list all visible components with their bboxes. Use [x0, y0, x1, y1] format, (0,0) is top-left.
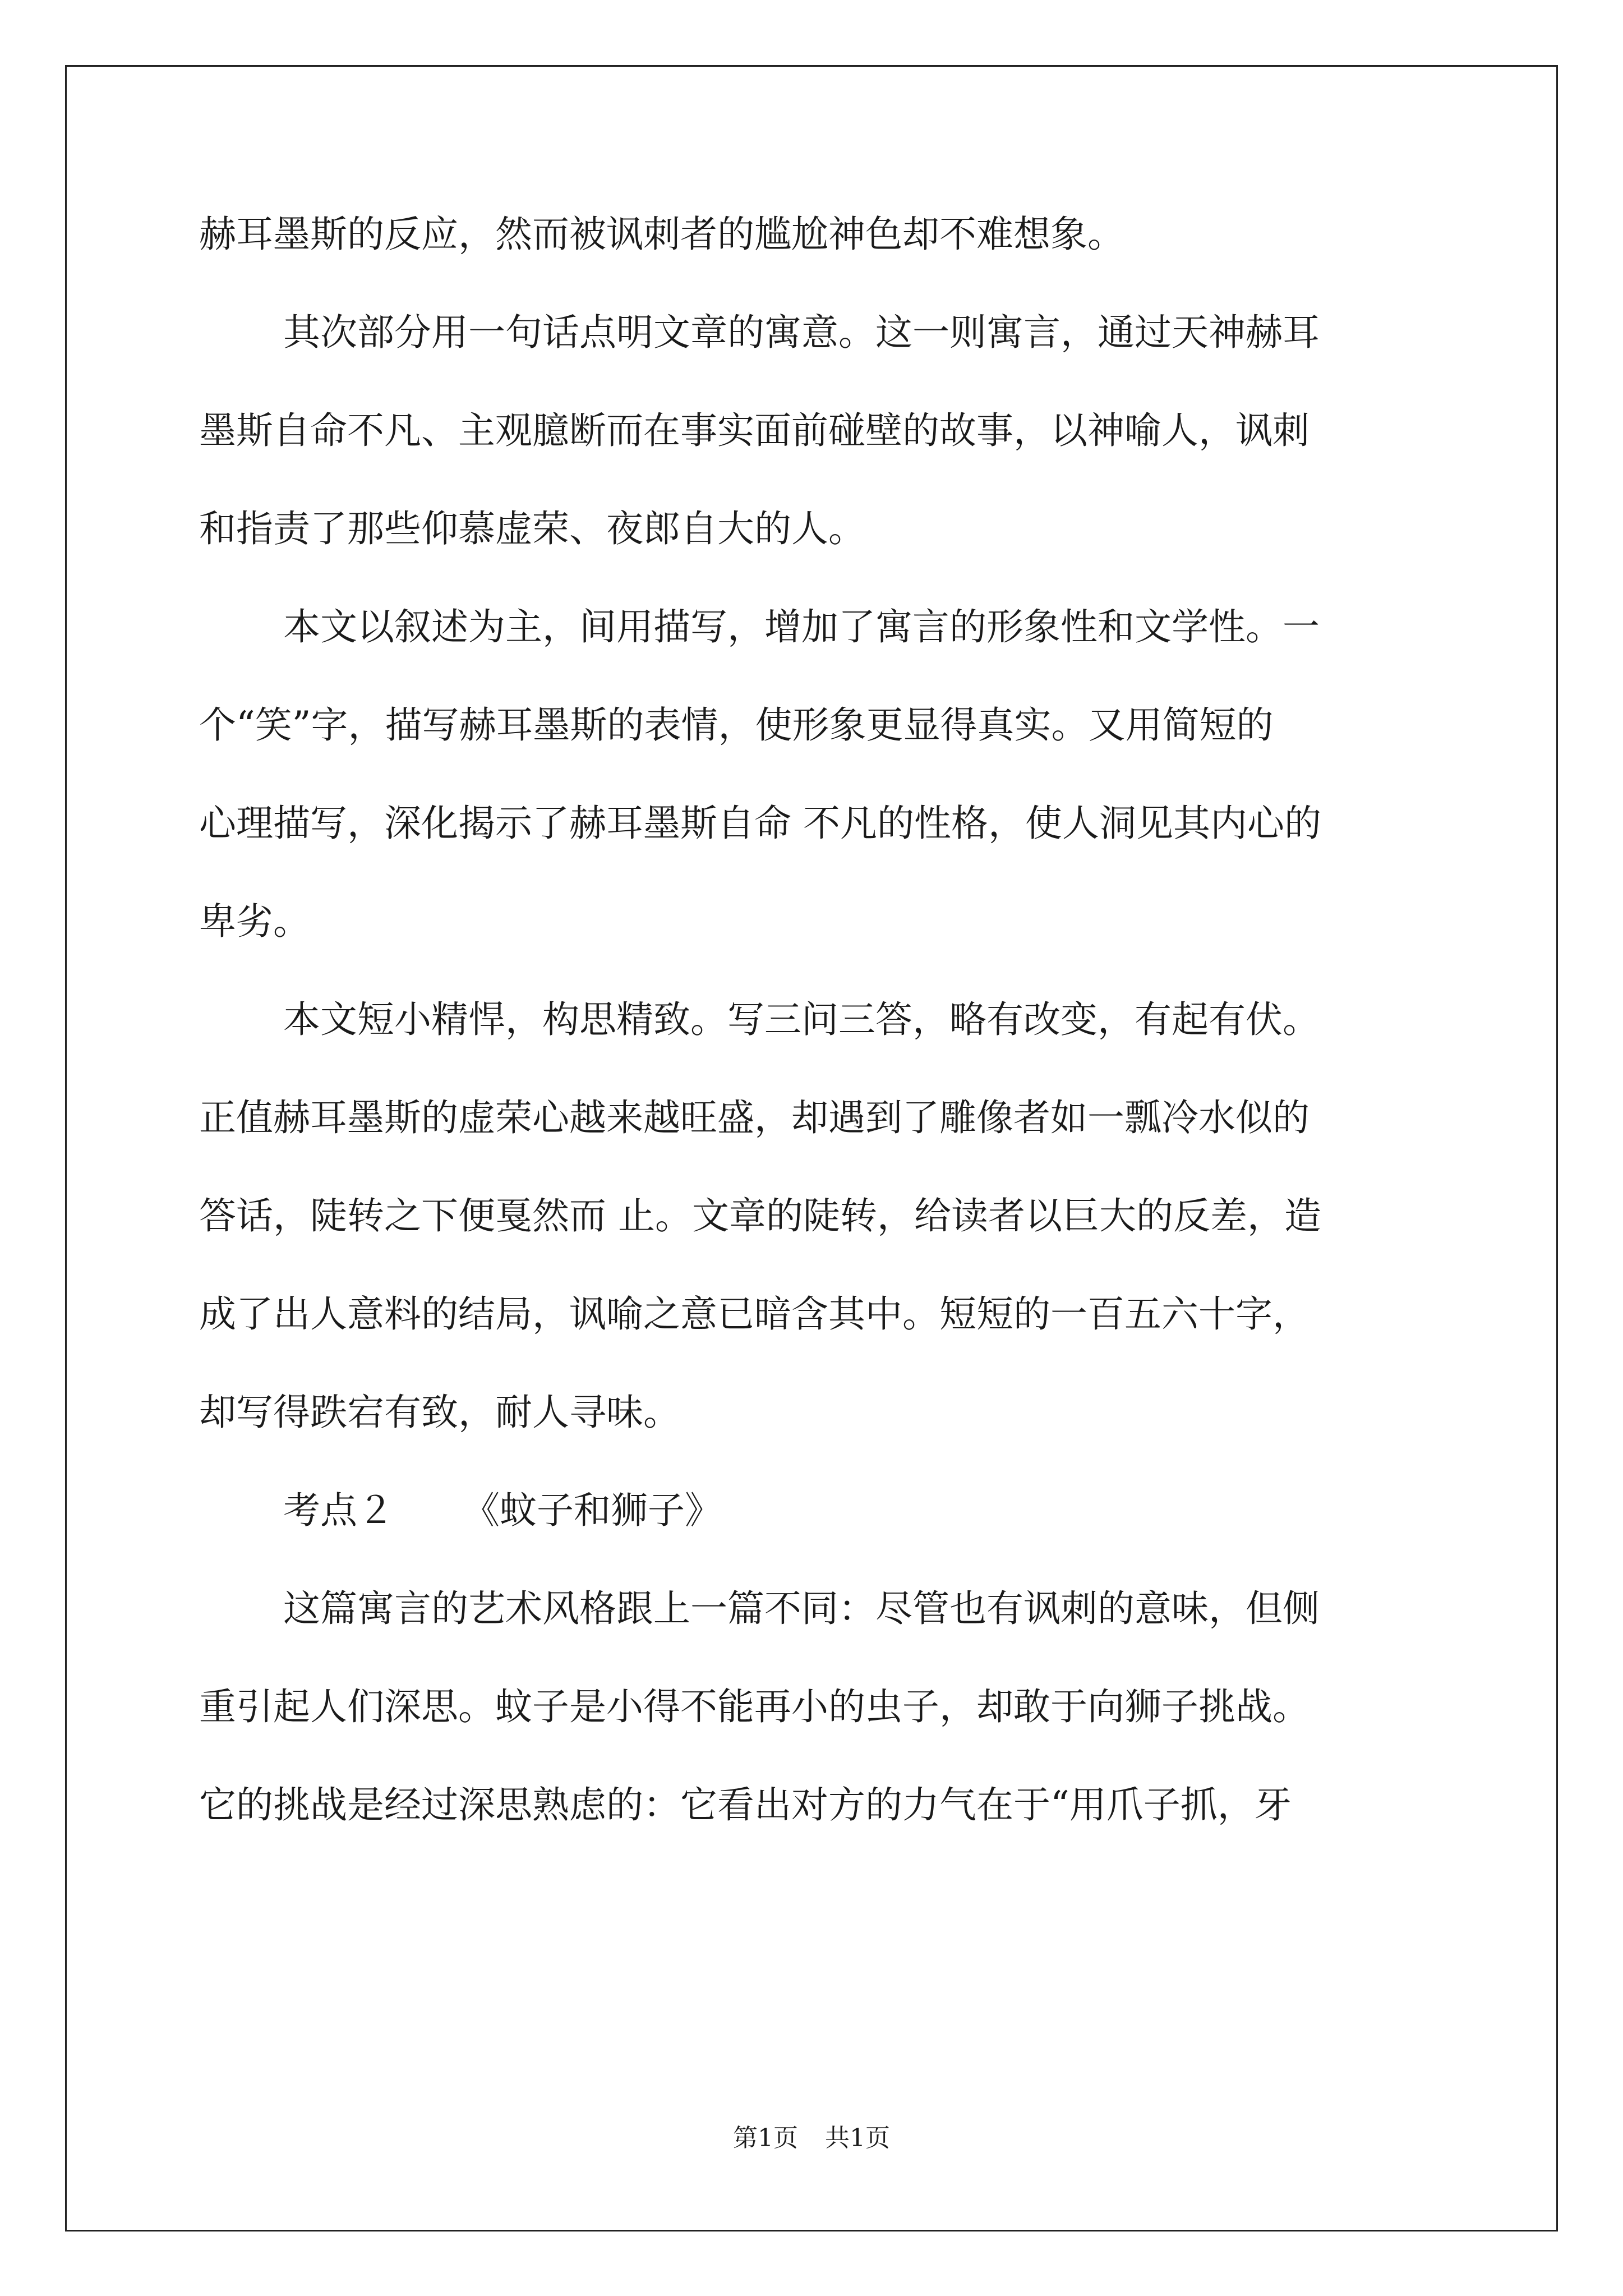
paragraph-line: 本文以叙述为主，间用描写，增加了寓言的形象性和文学性。一	[283, 605, 1320, 648]
page-total: 共1页	[825, 2124, 890, 2152]
paragraph-line: 答话，陡转之下便戛然而 止。文章的陡转，给读者以巨大的反差，造	[199, 1194, 1321, 1237]
paragraph-line: 这篇寓言的艺术风格跟上一篇不同：尽管也有讽刺的意味，但侧	[283, 1587, 1320, 1630]
heading-label: 考点２	[283, 1489, 394, 1532]
document-body	[199, 185, 1433, 1854]
paragraph-line: 赫耳墨斯的反应，然而被讽刺者的尴尬神色却不难想象。	[199, 213, 1124, 256]
paragraph-line: 它的挑战是经过深思熟虑的：它看出对方的力气在于“用爪子抓，牙	[199, 1783, 1292, 1826]
page-footer	[0, 2118, 1623, 2154]
heading-title: 《蚊子和狮子》	[463, 1489, 722, 1532]
paragraph-line: 重引起人们深思。蚊子是小得不能再小的虫子，却敢于向狮子挑战。	[199, 1685, 1310, 1728]
paragraph-line: 正值赫耳墨斯的虚荣心越来越旺盛，却遇到了雕像者如一瓢冷水似的	[199, 1096, 1310, 1139]
paragraph-line: 其次部分用一句话点明文章的寓意。这一则寓言，通过天神赫耳	[283, 311, 1320, 354]
page-number: 第1页	[733, 2124, 798, 2152]
paragraph-line: 本文短小精悍，构思精致。写三问三答，略有改变，有起有伏。	[283, 998, 1320, 1041]
paragraph-line: 卑劣。	[199, 900, 310, 943]
section-heading	[199, 1461, 1433, 1559]
paragraph-line: 却写得跌宕有致，耐人寻味。	[199, 1391, 680, 1434]
paragraph-line: 个“笑”字，描写赫耳墨斯的表情，使形象更显得真实。又用简短的	[199, 703, 1274, 747]
paragraph-line: 墨斯自命不凡、主观臆断而在事实面前碰壁的故事，以神喻人，讽刺	[199, 409, 1310, 452]
paragraph-line: 成了出人意料的结局，讽喻之意已暗含其中。短短的一百五六十字，	[199, 1292, 1310, 1336]
paragraph-line: 心理描写，深化揭示了赫耳墨斯自命 不凡的性格，使人洞见其内心的	[199, 802, 1321, 845]
paragraph-line: 和指责了那些仰慕虚荣、夜郎自大的人。	[199, 507, 865, 550]
